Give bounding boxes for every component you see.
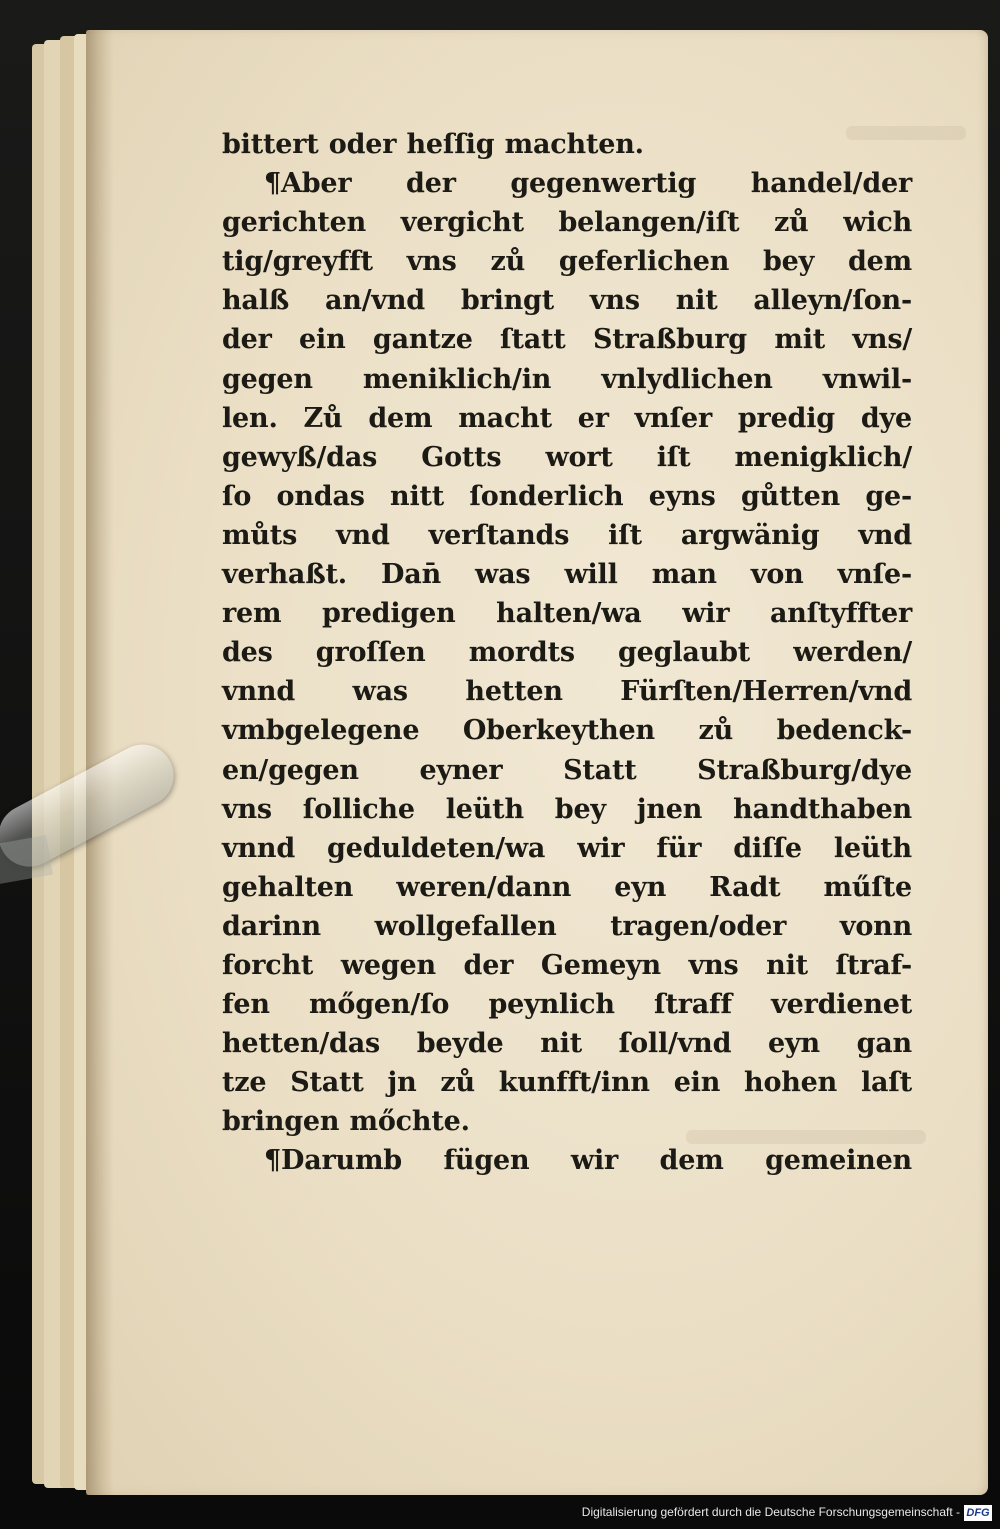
text-line: fen mőgen/ſo peynlich ſtraff verdienet	[222, 989, 912, 1021]
text-line: halß an/vnd bringt vns nit alleyn/ſon-	[222, 285, 912, 317]
text-line: gehalten weren/dann eyn Radt műſte	[222, 871, 912, 903]
text-line: des groſſen mordts geglaubt werden/	[222, 637, 912, 669]
text-line: darinn wollgefallen tragen/oder vonn	[222, 910, 912, 942]
text-line: můts vnd verſtands iſt argwänig vnd	[222, 519, 912, 551]
text-line: ¶Aber der gegenwertig handel/der	[264, 168, 912, 200]
text-line: forcht wegen der Gemeyn vns nit ſtraf-	[222, 949, 912, 981]
text-line: vns ſolliche leüth bey jnen handthaben	[222, 793, 912, 825]
text-line: ¶Darumb fügen wir dem gemeinen	[264, 1145, 912, 1177]
text-line: vmbgelegene Oberkeythen zů bedenck-	[222, 715, 912, 747]
text-line: len. Zů dem macht er vnſer predig dye	[222, 402, 912, 434]
text-line: bringen mőchte.	[222, 1106, 470, 1138]
text-line: der ein gantze ſtatt Straßburg mit vns/	[222, 324, 912, 356]
text-line: bittert oder heſſig machten.	[222, 129, 644, 160]
text-line: gewyß/das Gotts wort iſt menigklich/	[222, 441, 912, 473]
text-line: rem predigen halten/wa wir anſtyffter	[222, 598, 912, 630]
text-line: vnnd was hetten Fürſten/Herren/vnd	[222, 676, 912, 708]
text-line: ſo ondas nitt ſonderlich eyns gůtten ge-	[222, 480, 912, 512]
text-line: hetten/das beyde nit ſoll/vnd eyn gan	[222, 1028, 912, 1060]
text-line: gegen meniklich/in vnlydlichen vnwil-	[222, 363, 912, 395]
text-line: gerichten vergicht belangen/iſt zů wich	[222, 207, 912, 239]
text-line: tze Statt jn zů kunfft/inn ein hohen laſt	[222, 1067, 912, 1099]
text-line: en/gegen eyner Statt Straßburg/dye	[222, 754, 912, 786]
page-text	[222, 125, 912, 1181]
text-line: vnnd geduldeten/wa wir für diſſe leüth	[222, 832, 912, 864]
funding-credit: Digitalisierung gefördert durch die Deutsche Forschungsgemeinschaft -	[581, 1505, 960, 1519]
text-line: verhaßt. Dan̄ was will man von vnſe-	[222, 559, 912, 591]
dfg-logo: DFG	[964, 1505, 992, 1521]
text-line: tig/greyfft vns zů geferlichen bey dem	[222, 246, 912, 278]
